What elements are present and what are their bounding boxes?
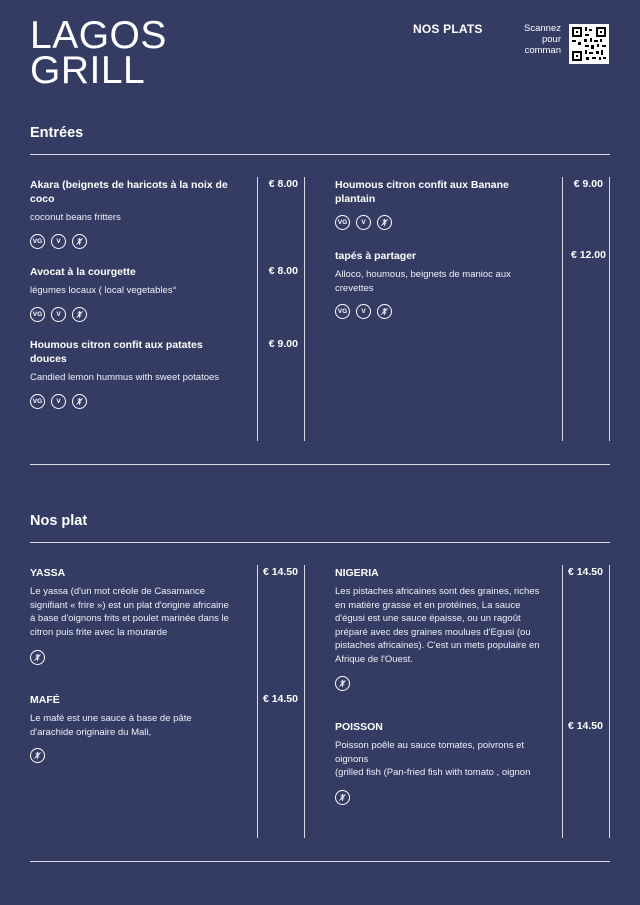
- diet-icons: [30, 394, 230, 409]
- diet-icons: [30, 650, 230, 665]
- menu-item: [335, 720, 540, 805]
- column-divider: [304, 177, 305, 441]
- gluten-free-icon: [72, 307, 87, 322]
- column-divider: [562, 565, 563, 838]
- item-description: Poisson poêle au sauce tomates, poivrons et oignons (grilled fish (Pan-fried fish with tomato , oignon: [335, 740, 531, 778]
- item-price: € 12.00: [570, 249, 606, 261]
- diet-icons: [30, 307, 240, 322]
- scan-line-1: Scannez: [524, 23, 561, 34]
- gluten-free-icon: [377, 215, 392, 230]
- item-price: € 9.00: [268, 338, 298, 350]
- vegan-icon: VG: [30, 394, 45, 409]
- menu-item: [30, 178, 230, 249]
- menu-item: [30, 338, 230, 409]
- scan-instruction: [500, 23, 561, 56]
- item-price: € 8.00: [268, 178, 298, 190]
- item-name: Avocat à la courgette: [30, 266, 136, 278]
- brand-line-1: LAGOS: [30, 14, 167, 57]
- diet-icons: [30, 748, 230, 763]
- item-name: YASSA: [30, 567, 66, 579]
- vegan-icon: VG: [30, 234, 45, 249]
- scan-line-3: comman: [524, 45, 561, 56]
- vegetarian-icon: V: [356, 304, 371, 319]
- column-divider: [609, 565, 610, 838]
- diet-icons: [335, 790, 540, 805]
- item-name: Houmous citron confit aux patates douces: [30, 339, 203, 365]
- gluten-free-icon: [30, 748, 45, 763]
- column-divider: [304, 565, 305, 838]
- item-name: MAFÉ: [30, 694, 60, 706]
- menu-item: [30, 265, 240, 322]
- item-price: € 9.00: [573, 178, 603, 190]
- diet-icons: [335, 215, 535, 230]
- item-price: € 14.50: [262, 693, 298, 705]
- vegetarian-icon: V: [356, 215, 371, 230]
- vegetarian-icon: V: [51, 394, 66, 409]
- item-name: Akara (beignets de haricots à la noix de coco: [30, 179, 228, 205]
- item-name: POISSON: [335, 721, 383, 733]
- scan-line-2: pour: [541, 34, 561, 45]
- column-divider: [609, 177, 610, 441]
- divider: [30, 861, 610, 862]
- item-description: Alloco, houmous, beignets de manioc aux crevettes: [335, 269, 511, 294]
- gluten-free-icon: [335, 676, 350, 691]
- diet-icons: [335, 676, 540, 691]
- divider: [30, 542, 610, 543]
- divider: [30, 464, 610, 465]
- diet-icons: [335, 304, 545, 319]
- gluten-free-icon: [72, 394, 87, 409]
- item-price: € 14.50: [567, 566, 603, 578]
- item-description: légumes locaux ( local vegetables°: [30, 285, 177, 296]
- vegetarian-icon: V: [51, 307, 66, 322]
- item-name: NIGERIA: [335, 567, 379, 579]
- column-divider: [257, 177, 258, 441]
- nav-nos-plats[interactable]: NOS PLATS: [413, 22, 483, 36]
- menu-item: [30, 566, 230, 665]
- section-title-plats: Nos plat: [30, 513, 88, 529]
- vegan-icon: VG: [335, 304, 350, 319]
- section-title-entrees: Entrées: [30, 125, 84, 141]
- gluten-free-icon: [72, 234, 87, 249]
- qr-code-icon[interactable]: [569, 24, 609, 64]
- diet-icons: [30, 234, 230, 249]
- item-price: € 14.50: [567, 720, 603, 732]
- item-price: € 8.00: [268, 265, 298, 277]
- item-description: coconut beans fritters: [30, 212, 121, 223]
- item-price: € 14.50: [262, 566, 298, 578]
- vegan-icon: VG: [335, 215, 350, 230]
- item-name: Houmous citron confit aux Banane plantain: [335, 179, 509, 205]
- menu-item: [335, 249, 545, 319]
- gluten-free-icon: [377, 304, 392, 319]
- item-description: Le yassa (d'un mot créole de Casamance signifiant « frire ») est un plat d'origine africaine à base d'oignons frits et poulet marinée dans le citron puis frite avec la moutarde: [30, 586, 229, 638]
- item-description: Candied lemon hummus with sweet potatoes: [30, 372, 220, 383]
- item-description: Le mafé est une sauce à base de pâte d'arachide originaire du Mali,: [30, 713, 192, 738]
- gluten-free-icon: [30, 650, 45, 665]
- menu-item: [335, 566, 540, 691]
- gluten-free-icon: [335, 790, 350, 805]
- item-description: Les pistaches africaines sont des graines, riches en matière grasse et en protéines, La sauce d'égusi est une sauce épaisse, ou un ragoût préparé avec des graines moulues d'Egusi (ou pistaches africaines). C'est un mets populaire en Afrique de l'Ouest.: [335, 586, 540, 665]
- column-divider: [562, 177, 563, 441]
- brand-logo: [30, 14, 167, 92]
- vegan-icon: VG: [30, 307, 45, 322]
- divider: [30, 154, 610, 155]
- vegetarian-icon: V: [51, 234, 66, 249]
- item-name: tapés à partager: [335, 250, 417, 262]
- brand-line-2: GRILL: [30, 49, 146, 92]
- menu-item: [335, 178, 535, 230]
- menu-item: [30, 693, 230, 763]
